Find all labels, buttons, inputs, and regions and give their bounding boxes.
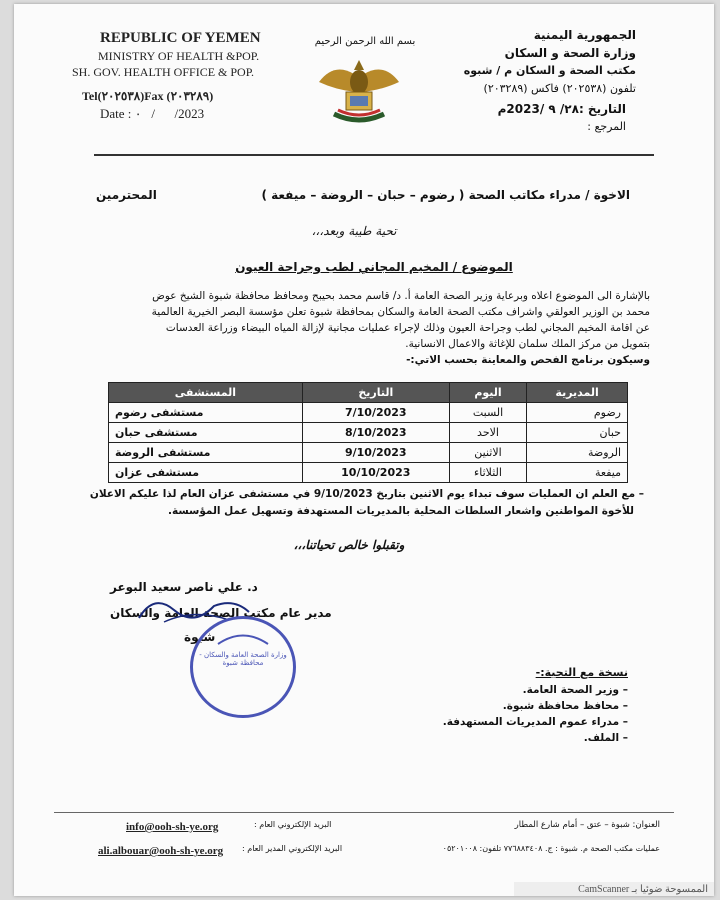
cell-hospital: مستشفى رضوم xyxy=(109,403,303,423)
paragraph-line: بالإشارة الى الموضوع اعلاه وبرعاية وزير الصحة العامة أ. د/ قاسم محمد بحيبح ومحافظ محافظة شبوة الشيخ عوض xyxy=(152,290,650,302)
paragraph-line: عن اقامة المخيم المجاني لطب وجراحة العيون وذلك لإجراء عمليات مجانية لإزالة المياه البيضاء وزراعة العدسات xyxy=(165,322,650,334)
schedule-table xyxy=(108,382,628,483)
header-en-republic: REPUBLIC OF YEMEN xyxy=(100,30,261,46)
list-item-label: الملف. xyxy=(583,732,620,744)
official-stamp xyxy=(190,616,296,718)
table-row xyxy=(109,463,628,483)
cell-date: 10/10/2023 xyxy=(302,463,449,483)
note-line: – مع العلم ان العمليات سوف تبداء يوم الاثنين بتاريخ 9/10/2023 في مستشفى عزان العام لذا عليكم الاعلان xyxy=(89,488,644,500)
paragraph-line: محمد بن الوزير العولقي واشراف مكتب الصحة العامة والسكان بمحافظة شبوة تعلن مؤسسة البصر الخيرية العالمية xyxy=(151,306,650,318)
greeting: تحية طيبة وبعد،،، xyxy=(311,224,397,238)
list-item: – مدراء عموم المديريات المستهدفة. xyxy=(442,716,628,728)
basmala: بسم الله الرحمن الرحيم xyxy=(314,36,416,47)
header-ar-ref: المرجع : xyxy=(587,120,626,133)
list-item-label: محافظ محافظة شبوة. xyxy=(502,700,620,712)
cell-district: حبان xyxy=(527,423,628,443)
column-header-day: اليوم xyxy=(449,383,526,403)
cell-date: 9/10/2023 xyxy=(302,443,449,463)
addressee-line: الاخوة / مدراء مكاتب الصحة ( رضوم – حبان – الروضة – ميفعة ) xyxy=(261,188,630,202)
note-line: للأخوة المواطنين واشعار السلطات المحلية بالمديريات المستهدفة وتسهيل عمل المؤسسة. xyxy=(167,505,634,517)
respected-label: المحترمين xyxy=(96,188,157,202)
office-phone: عمليات مكتب الصحة م. شبوة : ج. ٧٧٦٨٨٣٤٠٨ تلفون: ٠٥٢٠١٠٠٨ xyxy=(442,844,660,853)
list-item: – وزير الصحة العامة. xyxy=(522,684,628,696)
list-item: – الملف. xyxy=(583,732,628,744)
column-header-date: التاريخ xyxy=(302,383,449,403)
cell-district: رضوم xyxy=(527,403,628,423)
note-text: مع العلم ان العمليات سوف تبداء يوم الاثنين بتاريخ 9/10/2023 في مستشفى عزان العام لذا عليكم الاعلان xyxy=(89,488,636,500)
column-header-hospital: المستشفى xyxy=(109,383,303,403)
header-ar-republic: الجمهورية اليمنية xyxy=(533,28,636,42)
letter-page xyxy=(14,4,714,896)
cell-date: 7/10/2023 xyxy=(302,403,449,423)
email-general[interactable]: info@ooh-sh-ye.org xyxy=(126,821,219,833)
camscanner-watermark xyxy=(514,882,714,896)
table-row xyxy=(109,443,628,463)
header-ar-tel: تلفون (٢٠٢٥٣٨) فاكس (٢٠٣٢٨٩) xyxy=(483,82,636,95)
cell-hospital: مستشفى حبان xyxy=(109,423,303,443)
signatory-name: د. علي ناصر سعيد البوعر xyxy=(110,580,258,594)
copies-list xyxy=(368,682,628,746)
list-item-label: مدراء عموم المديريات المستهدفة. xyxy=(442,716,620,728)
cell-district: ميفعة xyxy=(527,463,628,483)
closing-line: وتقبلوا خالص تحياتنا،،، xyxy=(293,538,405,552)
list-item: – محافظ محافظة شبوة. xyxy=(502,700,628,712)
cell-hospital: مستشفى الروضة xyxy=(109,443,303,463)
body-paragraph xyxy=(50,288,650,368)
email-director[interactable]: ali.albouar@ooh-sh-ye.org xyxy=(98,845,224,857)
cell-date: 8/10/2023 xyxy=(302,423,449,443)
paragraph-line: وسيكون برنامج الفحص والمعاينة بحسب الاتي:- xyxy=(406,354,650,366)
yemen-eagle-emblem-icon xyxy=(314,52,404,132)
camscanner-text: CamScanner الممسوحة ضوئيا بـ xyxy=(578,884,708,895)
cell-hospital: مستشفى عزان xyxy=(109,463,303,483)
table-row xyxy=(109,423,628,443)
signatory-gov: شبوة xyxy=(184,630,216,644)
table-row xyxy=(109,403,628,423)
stamp-text: وزارة الصحة العامة والسكان - محافظة شبوة xyxy=(199,651,287,667)
cell-day: الثلاثاء xyxy=(449,463,526,483)
office-address: العنوان: شبوة – عتق – أمام شارع المطار xyxy=(514,820,660,830)
stamp-emblem-icon xyxy=(213,629,273,649)
cell-day: الاحد xyxy=(449,423,526,443)
header-ar-date: التاريخ :٢٨/ ٩ /2023م xyxy=(497,102,626,116)
header-divider xyxy=(94,154,654,156)
header-en-ministry: MINISTRY OF HEALTH &POP. xyxy=(98,49,260,63)
header-en-date: Date : ٠ / /2023 xyxy=(100,106,205,121)
note-block xyxy=(44,486,644,520)
cell-day: الاثنين xyxy=(449,443,526,463)
signatory-title: مدير عام مكتب الصحة العامة والسكان xyxy=(110,606,332,620)
email-general-label: البريد الإلكتروني العام : xyxy=(254,820,332,829)
cell-district: الروضة xyxy=(527,443,628,463)
header-ar-office: مكتب الصحة و السكان م / شبوه xyxy=(463,64,636,77)
header-en-office: SH. GOV. HEALTH OFFICE & POP. xyxy=(72,65,255,79)
paragraph-line: بتمويل من مركز الملك سلمان للإغاثة والاعمال الانسانية. xyxy=(405,338,650,350)
header-ar-ministry: وزارة الصحة و السكان xyxy=(504,46,636,60)
email-director-label: البريد الإلكتروني المدير العام : xyxy=(242,844,343,853)
subject-line: الموضوع / المخيم المجاني لطب وجراحة العيون xyxy=(235,260,513,274)
copies-heading: نسخة مع التحية:- xyxy=(535,666,628,679)
list-item-label: وزير الصحة العامة. xyxy=(522,684,620,696)
header-en-tel: Tel(٢٠٢٥٣٨)Fax (٢٠٣٢٨٩) xyxy=(82,89,214,103)
cell-day: السبت xyxy=(449,403,526,423)
column-header-district: المديرية xyxy=(527,383,628,403)
table-header-row xyxy=(109,383,628,403)
footer-divider xyxy=(54,812,674,813)
